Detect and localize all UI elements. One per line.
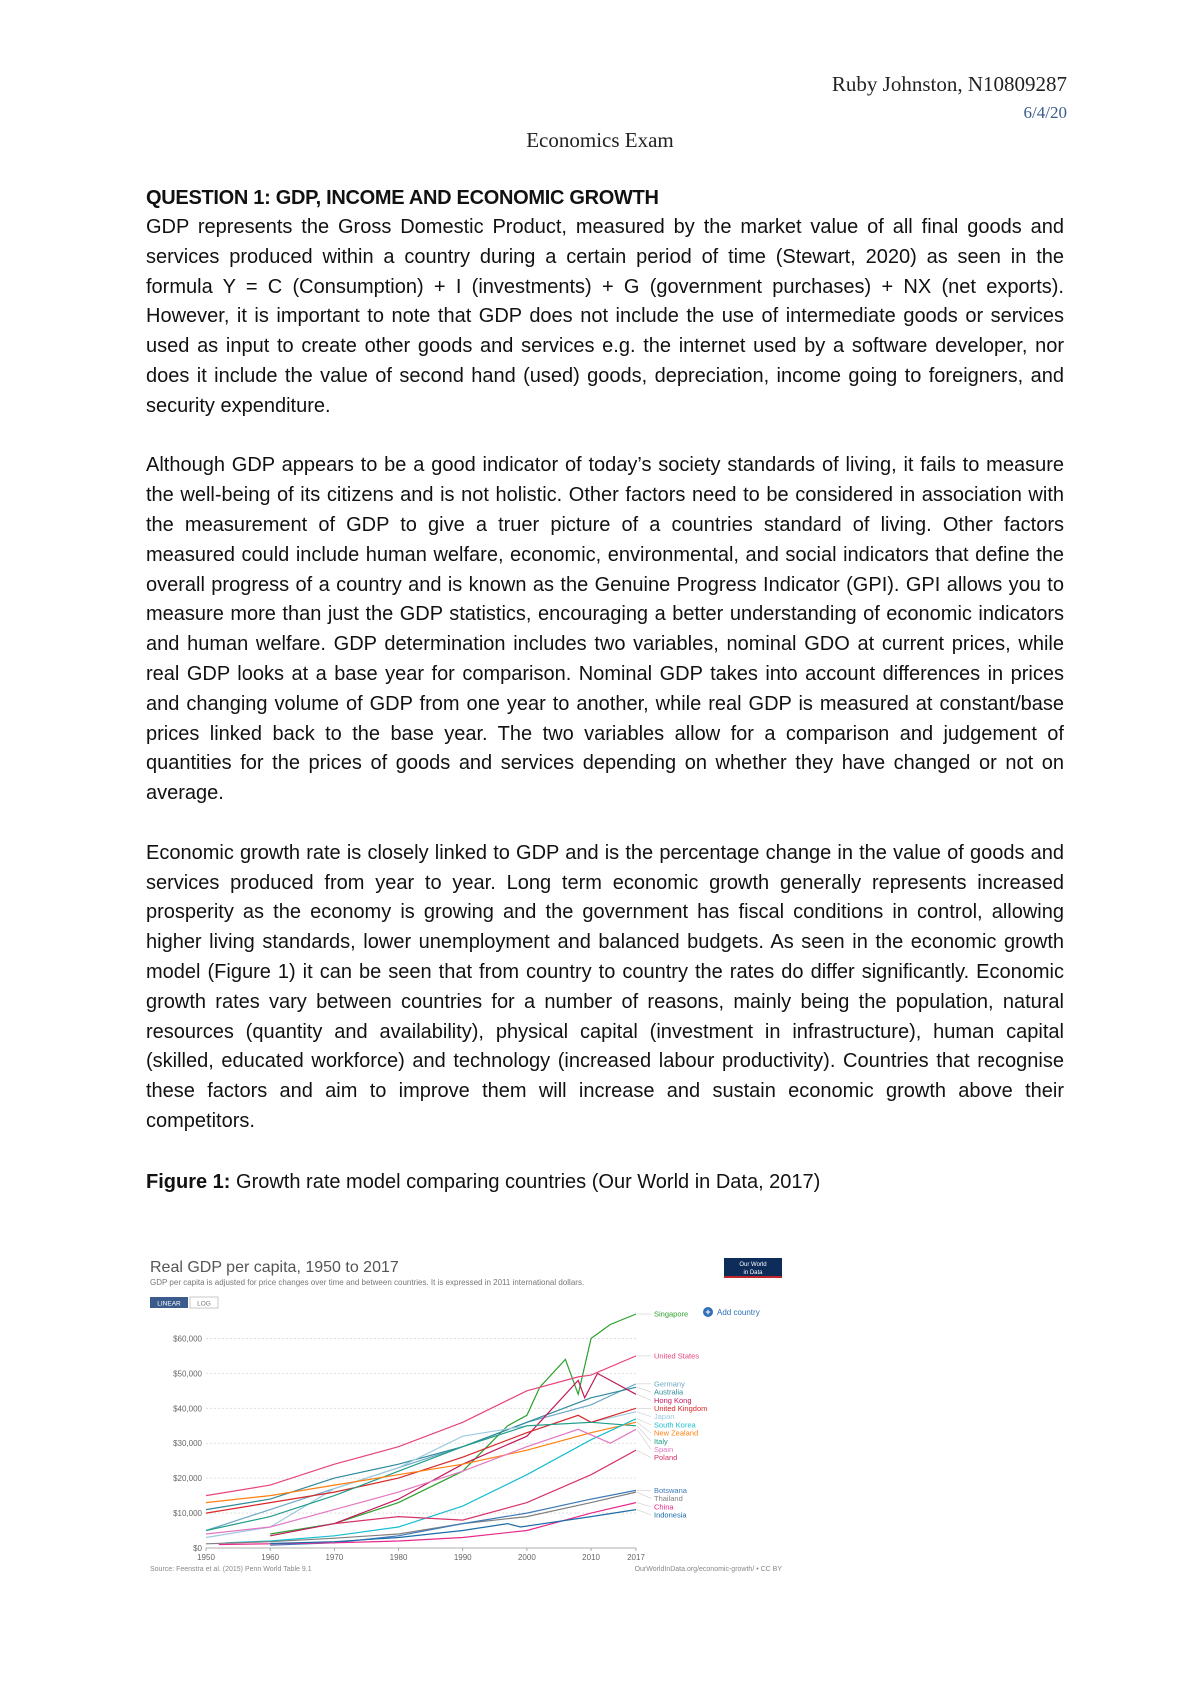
legend-label-united-kingdom[interactable]: United Kingdom bbox=[654, 1403, 708, 1413]
y-tick-label: $60,000 bbox=[173, 1334, 202, 1344]
legend-label-new-zealand[interactable]: New Zealand bbox=[654, 1428, 699, 1438]
x-tick-label: 1970 bbox=[325, 1553, 344, 1562]
owid-logo-line-2: in Data bbox=[743, 1270, 763, 1276]
legend-label-united-states[interactable]: United States bbox=[654, 1351, 700, 1361]
legend-leader-china bbox=[637, 1503, 651, 1507]
legend-leader-hong-kong bbox=[637, 1394, 651, 1400]
x-tick-label: 1960 bbox=[261, 1553, 280, 1562]
y-tick-label: $30,000 bbox=[173, 1439, 202, 1449]
legend-leader-japan bbox=[637, 1412, 651, 1417]
x-tick-label: 2010 bbox=[582, 1553, 600, 1562]
x-axis bbox=[197, 1548, 645, 1562]
owid-logo-line-1: Our World bbox=[739, 1262, 767, 1268]
legend-label-botswana[interactable]: Botswana bbox=[654, 1485, 687, 1495]
x-tick-label: 1950 bbox=[197, 1553, 215, 1562]
chart-series-lines bbox=[206, 1314, 636, 1545]
log-toggle-label: LOG bbox=[197, 1300, 211, 1308]
gdp-chart bbox=[146, 1256, 806, 1576]
legend-label-poland[interactable]: Poland bbox=[654, 1453, 678, 1463]
chart-title: Real GDP per capita, 1950 to 2017 bbox=[150, 1259, 399, 1276]
legend-leader-poland bbox=[637, 1450, 651, 1457]
chart-credit: OurWorldInData.org/economic-growth/ • CC BY bbox=[634, 1566, 782, 1573]
document-body bbox=[146, 183, 1064, 1197]
date-line: 6/4/20 bbox=[1023, 103, 1067, 122]
series-line-hong-kong bbox=[270, 1373, 636, 1535]
x-tick-label: 1990 bbox=[453, 1553, 472, 1562]
legend-label-hong-kong[interactable]: Hong Kong bbox=[654, 1395, 692, 1405]
paragraph-gdp-definition: GDP represents the Gross Domestic Product, measured by the market value of all final goods and services produced within a country during a certain period of time (Stewart, 2020) as seen in the formula Y = C (Consumption) + I (investments) + G (government purchases) + NX (net exports). However, it is important to note that GDP does not include the use of intermediate goods or services used as input to create other goods and services e.g. the internet used by a software developer, nor does it include the value of second hand (used) goods, depreciation, income going to foreigners, and security expenditure. bbox=[146, 216, 1064, 417]
y-tick-label: $40,000 bbox=[173, 1404, 202, 1414]
author-line: Ruby Johnston, N10809287 bbox=[831, 72, 1067, 96]
legend-label-thailand[interactable]: Thailand bbox=[654, 1494, 683, 1504]
legend-leader-australia bbox=[637, 1387, 651, 1392]
legend-label-south-korea[interactable]: South Korea bbox=[654, 1420, 696, 1430]
figure-label: Figure 1: bbox=[146, 1170, 231, 1193]
owid-logo-stripe bbox=[724, 1276, 782, 1278]
chart-subtitle: GDP per capita is adjusted for price changes over time and between countries. It is expressed in 2011 international dollars. bbox=[150, 1278, 585, 1287]
legend-label-japan[interactable]: Japan bbox=[654, 1412, 675, 1422]
legend-label-spain[interactable]: Spain bbox=[654, 1444, 674, 1454]
add-country-button[interactable]: Add country bbox=[717, 1308, 760, 1317]
legend-label-italy[interactable]: Italy bbox=[654, 1436, 668, 1446]
legend-label-indonesia[interactable]: Indonesia bbox=[654, 1510, 687, 1520]
gdp-chart-figure bbox=[146, 1256, 806, 1576]
plus-glyph: + bbox=[705, 1307, 711, 1317]
y-tick-label: $50,000 bbox=[173, 1369, 202, 1379]
legend-label-china[interactable]: China bbox=[654, 1502, 674, 1512]
figure-caption-text: Growth rate model comparing countries (Our World in Data, 2017) bbox=[230, 1170, 821, 1193]
linear-toggle-label: LINEAR bbox=[157, 1300, 181, 1308]
y-tick-label: $0 bbox=[193, 1544, 202, 1553]
paragraph-economic-growth: Economic growth rate is closely linked to GDP and is the percentage change in the value of goods and services produced from year to year. Long term economic growth generally represents increased prosperity as the economy is growing and the government has fiscal conditions in control, allowing higher living standards, lower unemployment and balanced budgets. As seen in the economic growth model (Figure 1) it can be seen that from country to country the rates do differ significantly. Economic growth rates vary between countries for a number of reasons, mainly being the population, natural resources (quantity and availability), physical capital (investment in infrastructure), human capital (skilled, educated workforce) and technology (increased labour productivity). Countries that recognise these factors and aim to improve them will increase and sustain economic growth above their competitors. bbox=[146, 841, 1064, 1132]
legend-leader-indonesia bbox=[637, 1510, 651, 1515]
legend-leader-thailand bbox=[637, 1492, 651, 1498]
chart-source: Source: Feenstra et al. (2015) Penn World Table 9.1 bbox=[150, 1566, 312, 1573]
chart-legend-labels bbox=[637, 1310, 707, 1520]
question-heading: QUESTION 1: GDP, INCOME AND ECONOMIC GROWTH bbox=[146, 187, 659, 209]
legend-label-germany[interactable]: Germany bbox=[654, 1379, 685, 1389]
paragraph-gdp-indicator: Although GDP appears to be a good indicator of today’s society standards of living, it fails to measure the well-being of its citizens and is not holistic. Other factors need to be considered in association with the measurement of GDP to give a truer picture of a countries standard of living. Other factors measured could include human welfare, economic, environmental, and social indicators that define the overall progress of a country and is known as the Genuine Progress Indicator (GPI). GPI allows you to measure more than just the GDP statistics, encouraging a better understanding of economic indicators and human welfare. GDP determination includes two variables, nominal GDO at current prices, while real GDP looks at a base year for comparison. Nominal GDP takes into account differences in prices and changing volume of GDP from one year to another, while real GDP is measured at constant/base prices linked back to the base year. The two variables allow for a comparison and judgement of quantities for the prices of goods and services depending on whether they have changed or not on average. bbox=[146, 454, 1064, 805]
y-tick-label: $20,000 bbox=[173, 1474, 202, 1484]
x-tick-label: 2000 bbox=[517, 1553, 536, 1562]
document-title: Economics Exam bbox=[526, 128, 674, 152]
y-tick-label: $10,000 bbox=[173, 1509, 202, 1519]
x-tick-label: 2017 bbox=[627, 1553, 645, 1562]
legend-label-singapore[interactable]: Singapore bbox=[654, 1309, 689, 1319]
legend-label-australia[interactable]: Australia bbox=[654, 1387, 684, 1397]
y-axis bbox=[173, 1334, 202, 1553]
x-tick-label: 1980 bbox=[389, 1553, 408, 1562]
figure-caption bbox=[146, 1167, 1064, 1197]
